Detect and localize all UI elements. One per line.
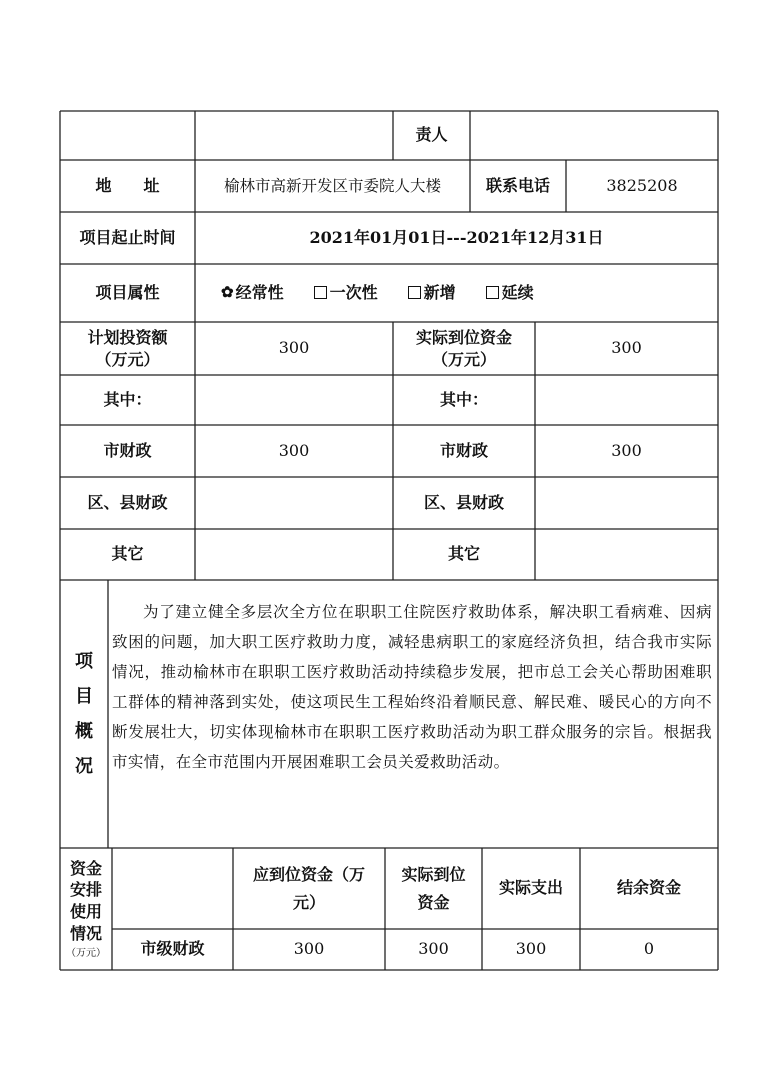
due-funds-header: 应到位资金（万 元）	[252, 864, 365, 912]
actual-label: 实际到位资金 （万元）	[415, 327, 512, 369]
checkbox-icon	[314, 286, 327, 299]
actual-funds-value: 300	[418, 939, 449, 959]
checkbox-icon	[486, 286, 499, 299]
option-continued[interactable]: 延续	[486, 281, 534, 306]
option-one-time[interactable]: 一次性	[314, 281, 378, 306]
of-which-left: 其中：	[103, 389, 152, 409]
county-finance-right-label: 区、县财政	[423, 492, 504, 512]
other-left-label: 其它	[111, 544, 144, 564]
city-finance-right-label: 市财政	[439, 440, 488, 460]
actual-value: 300	[611, 338, 642, 358]
city-finance-right-value: 300	[611, 440, 642, 460]
of-which-right: 其中：	[439, 389, 488, 409]
actual-funds-header: 实际到位 资金	[401, 864, 466, 912]
spent-header: 实际支出	[498, 878, 563, 898]
star-mark-icon: ✿	[221, 283, 234, 302]
phone-value: 3825208	[606, 175, 678, 195]
period-value: 2021年01月01日---2021年12月31日	[309, 227, 604, 247]
overview-text: 为了建立健全多层次全方位在职职工住院医疗救助体系，解决职工看病难、因病致困的问题，加大职工医疗救助力度，减轻患病职工的家庭经济负担，结合我市实际情况，推动榆林市在职职工医疗救助活动持续稳步发展，把市总工会关心帮助困难职工群体的精神落到实处，使这项民生工程始终沿着顺民意、解民难、暖民心的方向不断发展壮大，切实体现榆林市在职职工医疗救助活动为职工群众服务的宗旨。根据我市实情，在全市范围内开展困难职工会员关爱救助活动。	[112, 603, 712, 771]
other-right-label: 其它	[447, 544, 480, 564]
funds-label: 资金 安排 使用 情况 （万元）	[66, 858, 106, 960]
balance-header: 结余资金	[616, 878, 681, 898]
county-finance-left-label: 区、县财政	[87, 492, 168, 512]
spent-value: 300	[515, 939, 547, 959]
period-label: 项目起止时间	[79, 227, 176, 247]
city-finance-left-label: 市财政	[103, 440, 152, 460]
responsible-label: 责人	[415, 125, 448, 145]
planned-label: 计划投资额 （万元）	[87, 327, 168, 369]
planned-value: 300	[278, 338, 310, 358]
city-finance-left-value: 300	[278, 440, 310, 460]
due-funds-value: 300	[293, 939, 325, 959]
phone-label: 联系电话	[485, 175, 550, 195]
address-value: 榆林市高新开发区市委院人大楼	[223, 176, 441, 195]
address-label: 地 址	[95, 175, 160, 195]
city-level-finance-label: 市级财政	[140, 939, 205, 959]
overview-label: 项 目 概 况	[75, 650, 93, 778]
balance-value: 0	[643, 939, 655, 959]
attribute-label: 项目属性	[95, 282, 160, 302]
option-new[interactable]: 新增	[408, 281, 456, 306]
option-recurring[interactable]: ✿ 经常性	[221, 281, 284, 306]
checkbox-icon	[408, 286, 421, 299]
attribute-options	[195, 264, 718, 322]
